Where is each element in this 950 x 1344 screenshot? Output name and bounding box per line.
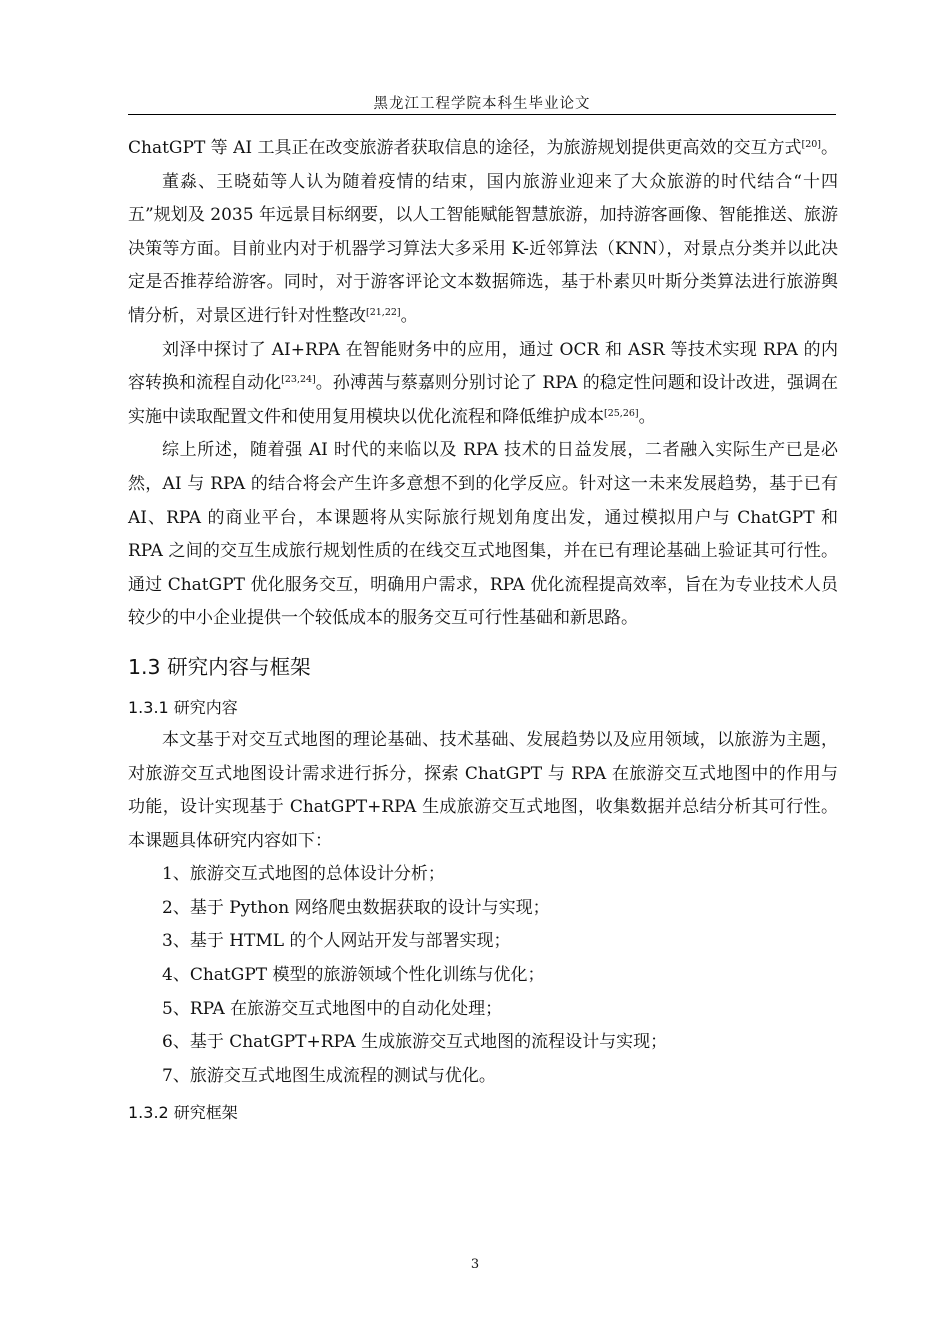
paragraph-2 <box>128 166 838 334</box>
page-number: 3 <box>470 1257 480 1272</box>
paragraph-2-text: 董淼、王晓茹等人认为随着疫情的结束，国内旅游业迎来了大众旅游的时代结合“十四五”规划及 2035 年远景目标纲要，以人工智能赋能智慧旅游，加持游客画像、智能推送、旅游决策等方面。目前业内对于机器学习算法大多采用 K-近邻算法（KNN），对景点分类并以此决定是否推荐给游客。同时，对于游客评论文本数据筛选，基于朴素贝叶斯分类算法进行旅游舆情分析，对景区进行针对性整改 <box>128 171 838 326</box>
paragraph-1-text: ChatGPT 等 AI 工具正在改变旅游者获取信息的途径，为旅游规划提供更高效的交互方式 <box>128 138 802 158</box>
paragraph-1-tail: 。 <box>821 138 838 158</box>
citation: [23,24] <box>281 373 316 385</box>
subsection-heading-2: 1.3.2 研究框架 <box>128 1103 238 1123</box>
paragraph-3-tail: 。 <box>638 406 656 427</box>
citation: [21,22] <box>366 306 401 318</box>
list-item: 6、基于 ChatGPT+RPA 生成旅游交互式地图的流程设计与实现； <box>162 1032 668 1053</box>
list-item: 5、RPA 在旅游交互式地图中的自动化处理； <box>162 998 503 1019</box>
research-content-list <box>128 858 838 1093</box>
paragraph-3-text: 刘泽中探讨了 AI+RPA 在智能财务中的应用，通过 OCR 和 ASR 等技术实现 RPA 的内容转换和流程自动化 <box>128 339 838 394</box>
paragraph-3 <box>128 334 838 435</box>
paragraph-3-mid: 。孙溥茜与蔡嘉则分别讨论了 RPA 的稳定性问题和设计改进，强调在实施中读取配置文件和使用复用模块以优化流程和降低维护成本 <box>128 373 839 427</box>
paragraph-4 <box>128 434 838 636</box>
citation: [25,26] <box>604 407 639 419</box>
section-heading: 1.3 研究内容与框架 <box>128 654 311 679</box>
body-text <box>128 132 838 1129</box>
list-item: 7、旅游交互式地图生成流程的测试与优化。 <box>162 1065 496 1086</box>
subsection-heading-1: 1.3.1 研究内容 <box>128 697 238 717</box>
research-content-intro: 本文基于对交互式地图的理论基础、技术基础、发展趋势以及应用领域，以旅游为主题，对旅游交互式地图设计需求进行拆分，探索 ChatGPT 与 RPA 在旅游交互式地图中的作用与功能，设计实现基于 ChatGPT+RPA 生成旅游交互式地图，收集数据并总结分析其可行性。本课题具体研究内容如下： <box>128 729 838 851</box>
list-item: 4、ChatGPT 模型的旅游领域个性化训练与优化； <box>162 965 545 986</box>
header-rule <box>128 114 836 115</box>
paragraph-4-text: 综上所述，随着强 AI 时代的来临以及 RPA 技术的日益发展，二者融入实际生产已是必然，AI 与 RPA 的结合将会产生许多意想不到的化学反应。针对这一未来发展趋势，基于已有 AI、RPA 的商业平台，本课题将从实际旅行规划角度出发，通过模拟用户与 ChatGPT 和 RPA 之间的交互生成旅行规划性质的在线交互式地图集，并在已有理论基础上验证其可行性。通过 ChatGPT 优化服务交互，明确用户需求，RPA 优化流程提高效率，旨在为专业技术人员较少的中小企业提供一个较低成本的服务交互可行性基础和新思路。 <box>128 440 838 629</box>
list-item: 3、基于 HTML 的个人网站开发与部署实现； <box>162 931 511 952</box>
paragraph-2-tail: 。 <box>400 305 418 326</box>
citation: [20] <box>801 138 821 150</box>
running-header: 黑龙江工程学院本科生毕业论文 <box>373 96 591 112</box>
list-item: 2、基于 Python 网络爬虫数据获取的设计与实现； <box>162 897 550 918</box>
paragraph-1 <box>128 132 838 166</box>
list-item: 1、旅游交互式地图的总体设计分析； <box>162 864 445 885</box>
